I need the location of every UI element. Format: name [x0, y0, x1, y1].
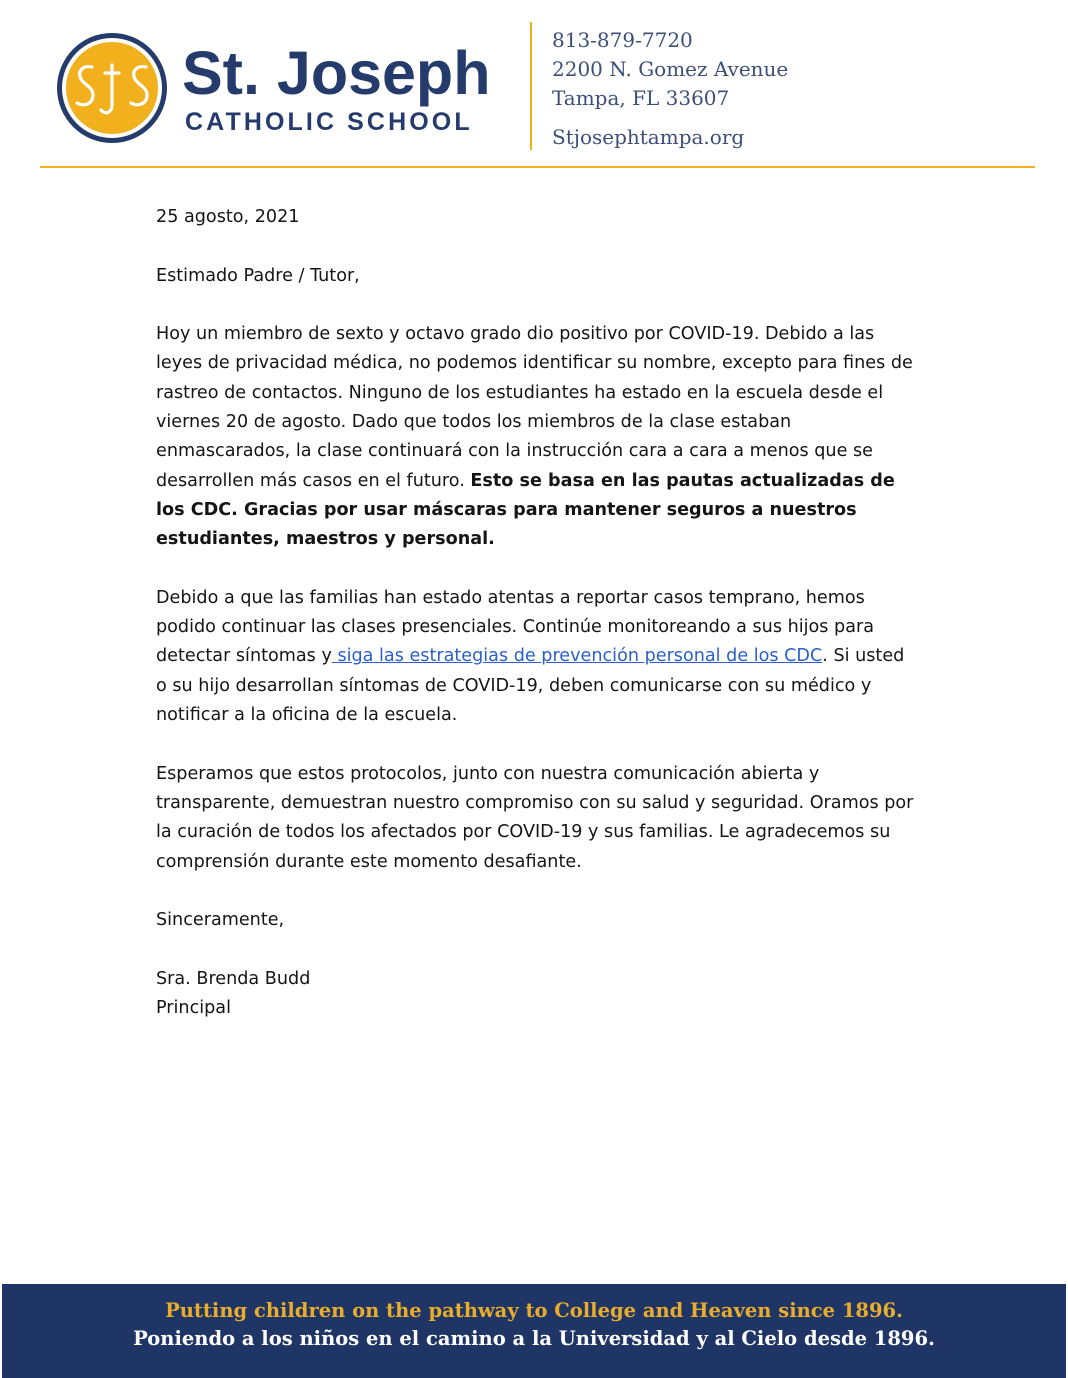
phone-number: 813-879-7720 [552, 28, 693, 52]
footer-tagline-spanish: Poniendo a los niños en el camino a la Universidad y al Cielo desde 1896. [133, 1327, 935, 1350]
school-seal-logo [55, 31, 169, 145]
address-line-1: 2200 N. Gomez Avenue [552, 57, 789, 81]
header-horizontal-divider [40, 166, 1035, 168]
signer-title: Principal [156, 998, 231, 1019]
letter-body [156, 203, 916, 1023]
school-wordmark [182, 40, 490, 137]
paragraph-2 [156, 584, 916, 730]
school-subtitle: CATHOLIC SCHOOL [185, 108, 473, 136]
closing: Sinceramente, [156, 910, 285, 931]
paragraph-1-text: Hoy un miembro de sexto y octavo grado dio positivo por COVID-19. Debido a las leyes de privacidad médica, no podemos identificar su nombre, excepto para fines de rastreo de contactos. Ninguno de los estudiantes ha estado en la escuela desde el viernes 20 de agosto. Dado que todos los miembros de la clase estaban enmascarados, la clase continuará con la instrucción cara a cara a menos que se desarrollen más casos en el futuro. [156, 324, 913, 491]
paragraph-2-text-before: Debido a que las familias han estado atentas a reportar casos temprano, hemos podido continuar las clases presenciales. Continúe monitoreando a sus hijos para detectar síntomas y [156, 587, 875, 667]
cdc-prevention-link[interactable]: siga las estrategias de prevención personal de los CDC [331, 646, 823, 667]
footer-banner [2, 1284, 1066, 1378]
letterhead [40, 18, 1035, 168]
signer-name: Sra. Brenda Budd [156, 968, 311, 989]
website: Stjosephtampa.org [552, 125, 745, 149]
paragraph-1 [156, 320, 916, 554]
school-name: St. Joseph [182, 39, 491, 107]
footer-tagline-english: Putting children on the pathway to College and Heaven since 1896. [165, 1299, 903, 1322]
salutation: Estimado Padre / Tutor, [156, 265, 360, 286]
paragraph-2-text-after: . Si usted o su hijo desarrollan síntomas de COVID-19, deben comunicarse con su médico y notificar a la oficina de la escuela. [156, 646, 905, 726]
paragraph-3: Esperamos que estos protocolos, junto con nuestra comunicación abierta y transparente, demuestran nuestro compromiso con su salud y seguridad. Oramos por la curación de todos los afectados por COVID-19 y sus familias. Le agradecemos su comprensión durante este momento desafiante. [156, 763, 914, 872]
address-line-2: Tampa, FL 33607 [552, 86, 730, 110]
letter-date: 25 agosto, 2021 [156, 207, 300, 227]
header-vertical-divider [530, 22, 532, 150]
paragraph-1-bold: Esto se basa en las pautas actualizadas de los CDC. Gracias por usar máscaras para mantener seguros a nuestros estudiantes, maestros y personal. [156, 470, 895, 550]
contact-block [552, 26, 788, 152]
